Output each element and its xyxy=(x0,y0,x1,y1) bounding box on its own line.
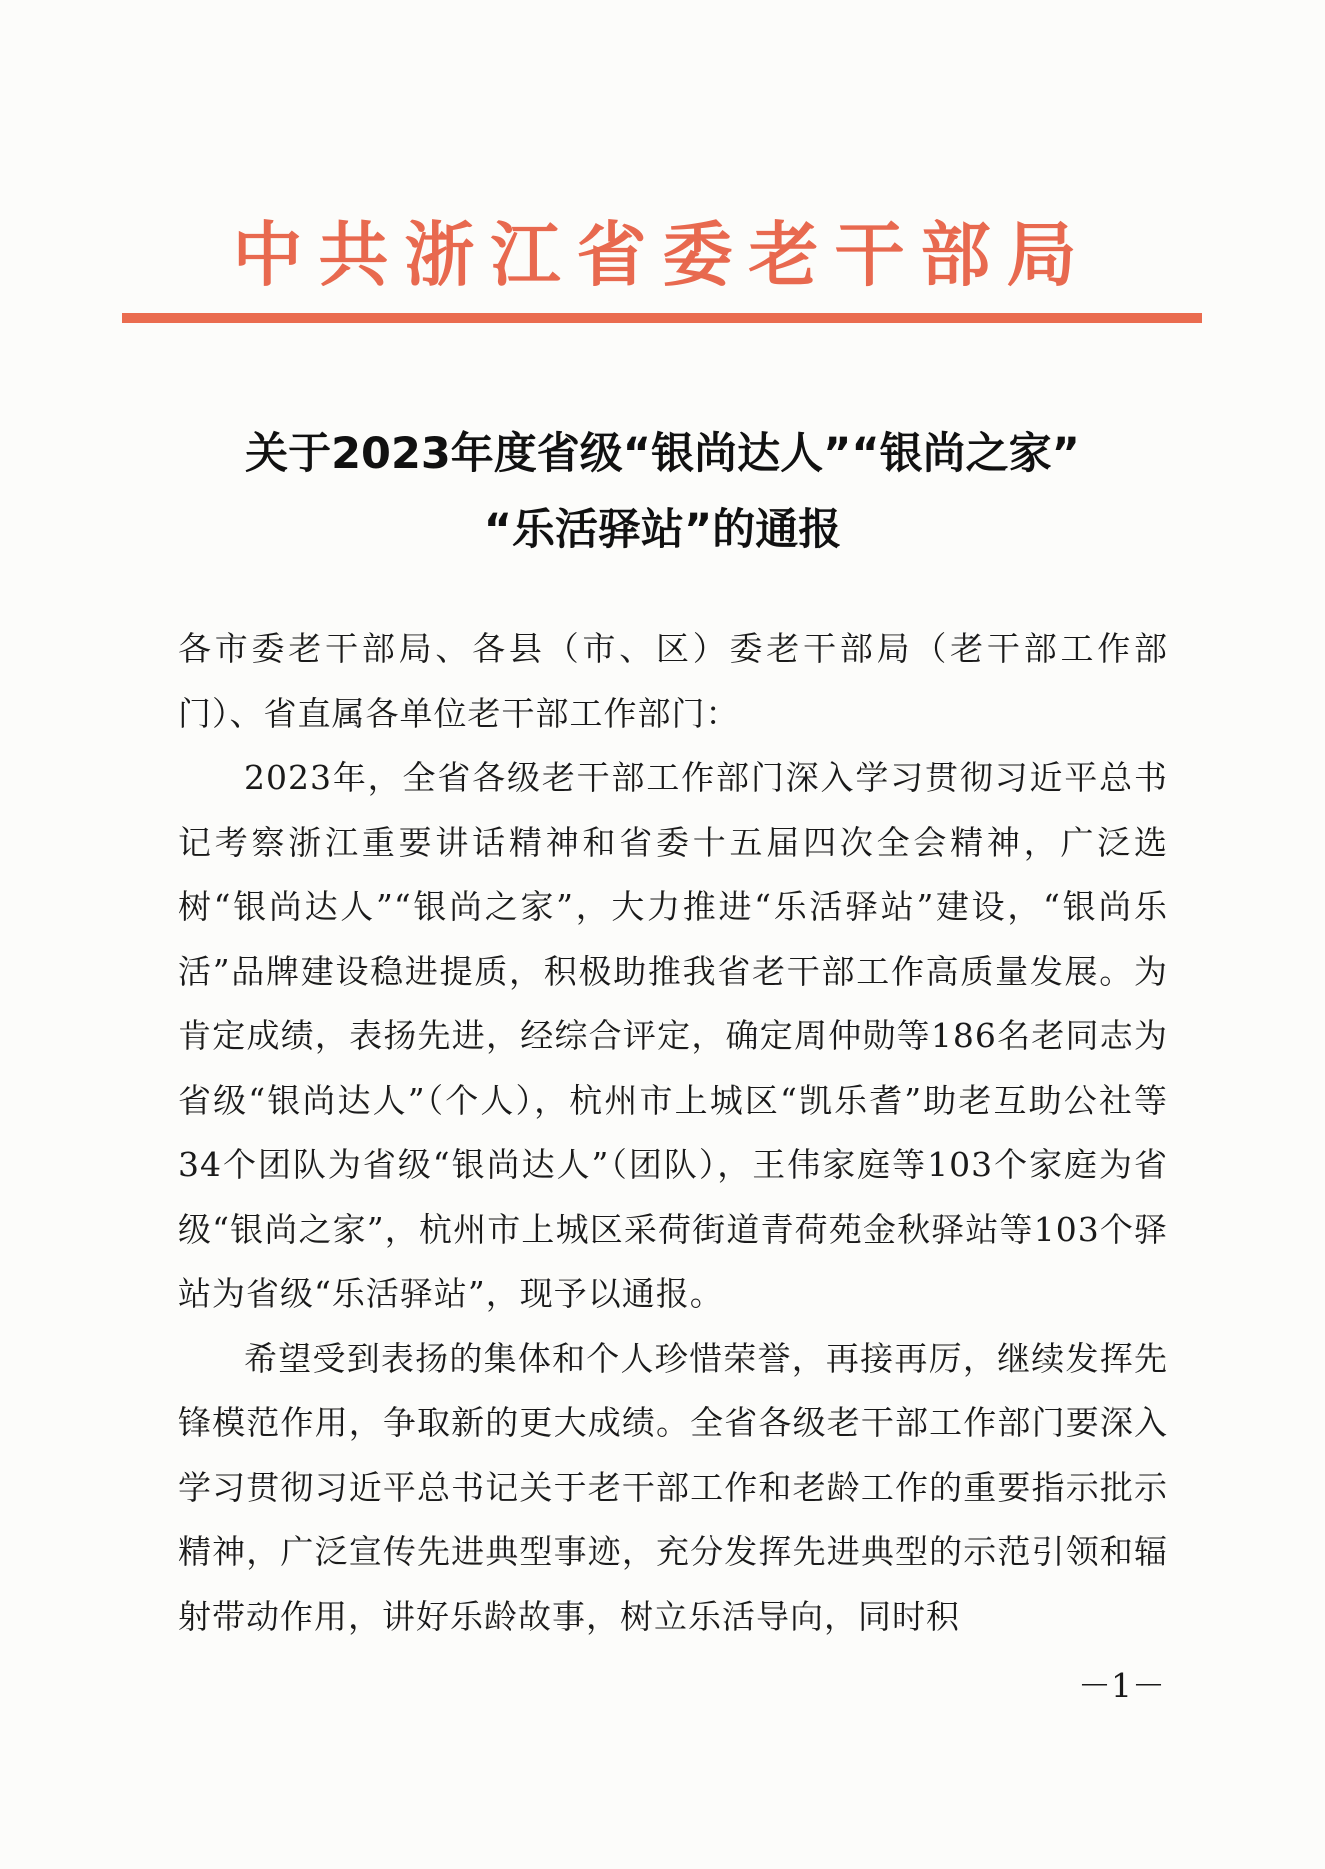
addressee: 各市委老干部局、各县（市、区）委老干部局（老干部工作部门）、省直属各单位老干部工作部门： xyxy=(178,629,1168,733)
masthead-issuer: 中共浙江省委老干部局 xyxy=(232,213,1093,296)
document-title xyxy=(160,416,1165,568)
document-body xyxy=(178,617,1168,1649)
red-divider-line xyxy=(122,313,1202,323)
title-line-2: “乐活驿站”的通报 xyxy=(483,505,842,555)
page-number: －1－ xyxy=(1078,1666,1165,1705)
body-paragraph-2: 希望受到表扬的集体和个人珍惜荣誉，再接再厉，继续发挥先锋模范作用，争取新的更大成绩。全省各级老干部工作部门要深入学习贯彻习近平总书记关于老干部工作和老龄工作的重要指示批示精神，广泛宣传先进典型事迹，充分发挥先进典型的示范引领和辐射带动作用，讲好乐龄故事，树立乐活导向，同时积 xyxy=(178,1338,1168,1636)
body-paragraph-1: 2023年，全省各级老干部工作部门深入学习贯彻习近平总书记考察浙江重要讲话精神和省委十五届四次全会精神，广泛选树“银尚达人”“银尚之家”，大力推进“乐活驿站”建设，“银尚乐活”品牌建设稳进提质，积极助推我省老干部工作高质量发展。为肯定成绩，表扬先进，经综合评定，确定周仲勋等186名老同志为省级“银尚达人”（个人），杭州市上城区“凯乐耆”助老互助公社等34个团队为省级“银尚达人”（团队），王伟家庭等103个家庭为省级“银尚之家”，杭州市上城区采荷街道青荷苑金秋驿站等103个驿站为省级“乐活驿站”，现予以通报。 xyxy=(178,758,1168,1313)
title-line-1: 关于2023年度省级“银尚达人”“银尚之家” xyxy=(245,429,1080,479)
